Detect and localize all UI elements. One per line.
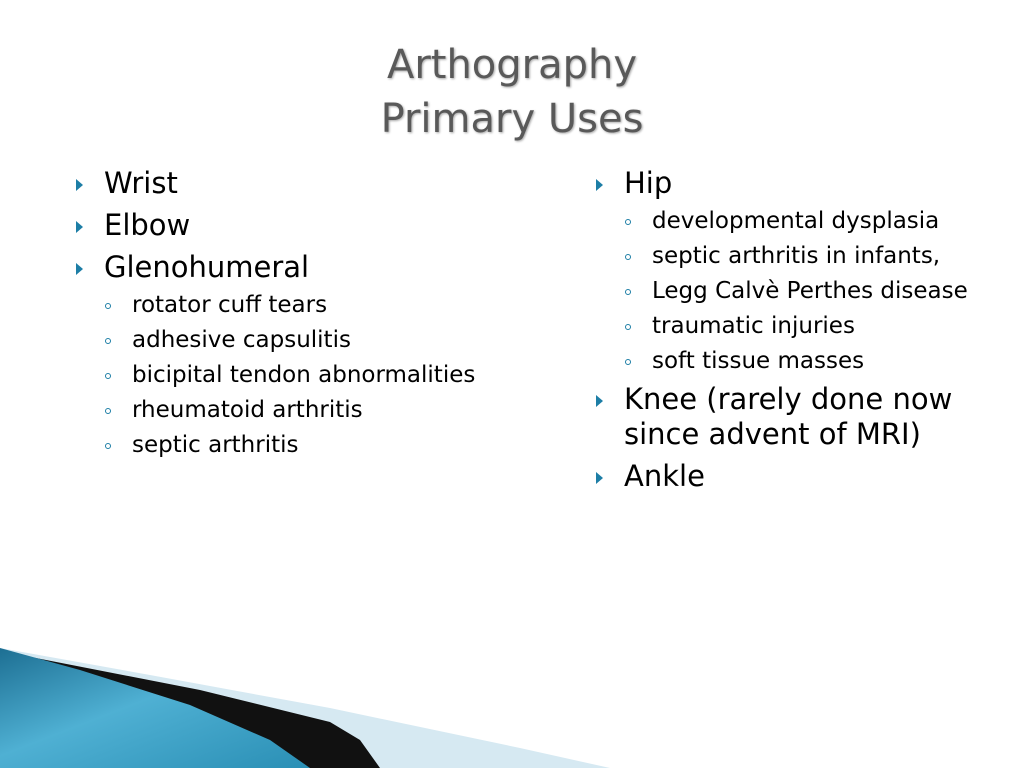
list-item-knee: [596, 382, 1016, 452]
list-item-hip: [596, 166, 1016, 201]
circle-bullet-icon: [625, 359, 631, 365]
circle-bullet-icon: [105, 443, 111, 449]
title-line-1: Arthography: [386, 42, 638, 88]
list-item-label: Wrist: [104, 166, 178, 200]
sublist-item: [76, 290, 556, 320]
sublist-item-label: Legg Calvè Perthes disease: [652, 278, 968, 304]
list-item-ankle: [596, 459, 1016, 494]
sublist-item-label: soft tissue masses: [652, 348, 865, 374]
circle-bullet-icon: [625, 289, 631, 295]
list-item-label: Ankle: [624, 459, 705, 493]
list-item-label: Hip: [624, 166, 673, 200]
hip-sublist: [596, 206, 1016, 376]
triangle-bullet-icon: [596, 395, 603, 407]
list-item-glenohumeral: [76, 250, 556, 285]
list-item-label: Knee (rarely done now since advent of MRI): [624, 382, 953, 451]
sublist-item-label: traumatic injuries: [652, 313, 855, 339]
right-column: [596, 166, 1016, 501]
triangle-bullet-icon: [76, 221, 83, 233]
triangle-bullet-icon: [596, 179, 603, 191]
glenohumeral-sublist: [76, 290, 556, 460]
sublist-item-label: rotator cuff tears: [132, 292, 328, 318]
triangle-bullet-icon: [76, 263, 83, 275]
sublist-item-label: septic arthritis in infants,: [652, 243, 941, 269]
circle-bullet-icon: [625, 254, 631, 260]
list-item-label: Elbow: [104, 208, 191, 242]
sublist-item-label: septic arthritis: [132, 432, 299, 458]
sublist-item: [76, 395, 556, 425]
circle-bullet-icon: [625, 324, 631, 330]
sublist-item-label: rheumatoid arthritis: [132, 397, 363, 423]
sublist-item: [596, 311, 1016, 341]
sublist-item: [596, 346, 1016, 376]
slide-title: [0, 38, 1024, 146]
dark-swoosh: [0, 651, 380, 768]
light-swoosh: [0, 648, 610, 768]
left-column: [76, 166, 556, 465]
list-item-label: Glenohumeral: [104, 250, 310, 284]
sublist-item-label: adhesive capsulitis: [132, 327, 351, 353]
circle-bullet-icon: [105, 303, 111, 309]
title-line-2: Primary Uses: [380, 96, 644, 142]
circle-bullet-icon: [105, 338, 111, 344]
triangle-bullet-icon: [76, 179, 83, 191]
circle-bullet-icon: [105, 408, 111, 414]
sublist-item: [76, 325, 556, 355]
sublist-item-label: bicipital tendon abnormalities: [132, 362, 476, 388]
sublist-item: [596, 206, 1016, 236]
list-item-elbow: [76, 208, 556, 243]
sublist-item: [76, 430, 556, 460]
circle-bullet-icon: [625, 219, 631, 225]
list-item-wrist: [76, 166, 556, 201]
teal-swoosh: [0, 648, 310, 768]
sublist-item: [596, 241, 1016, 271]
sublist-item: [76, 360, 556, 390]
circle-bullet-icon: [105, 373, 111, 379]
triangle-bullet-icon: [596, 472, 603, 484]
sublist-item: [596, 276, 1016, 306]
sublist-item-label: developmental dysplasia: [652, 208, 940, 234]
